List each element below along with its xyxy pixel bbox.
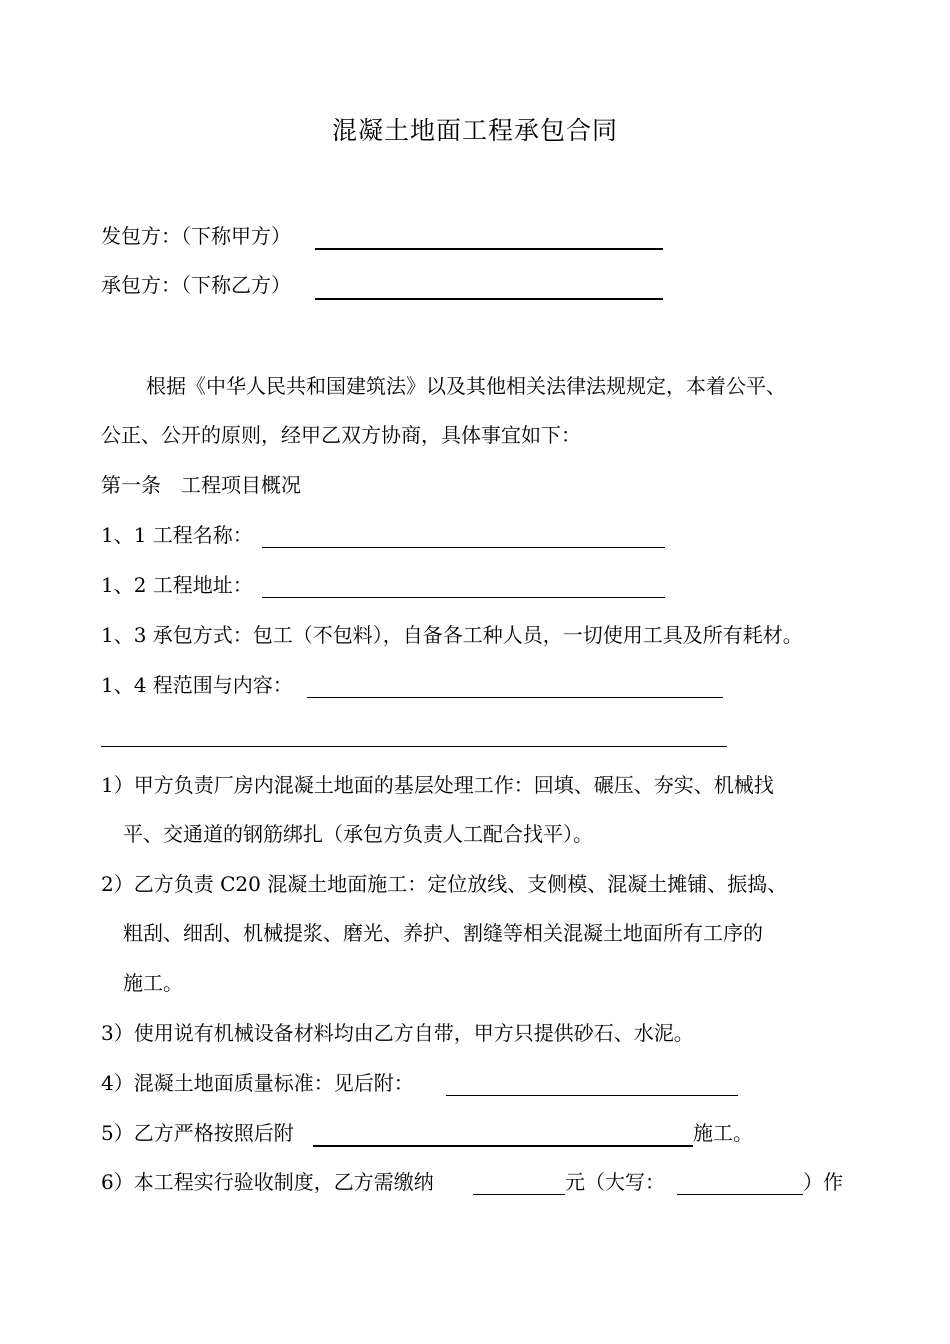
clause-4-label: 4）混凝土地面质量标准：见后附： — [101, 1071, 414, 1095]
project-name-blank-field[interactable] — [262, 547, 665, 548]
clause-2-line-1: 2）乙方负责 C20 混凝土地面施工：定位放线、支侧模、混凝土摊铺、振捣、 — [101, 872, 788, 896]
contractor-blank-field[interactable] — [315, 298, 663, 300]
clause-6-prefix: 6）本工程实行验收制度，乙方需缴纳 — [101, 1170, 434, 1194]
item-1-1-label: 1、1 工程名称： — [101, 523, 253, 547]
clause-1-line-1: 1）甲方负责厂房内混凝土地面的基层处理工作：回填、碾压、夯实、机械找 — [101, 773, 774, 797]
document-title: 混凝土地面工程承包合同 — [331, 116, 618, 145]
clause-3-text: 3）使用说有机械设备材料均由乙方自带，甲方只提供砂石、水泥。 — [101, 1021, 694, 1045]
attachment-blank-field[interactable] — [313, 1145, 693, 1147]
project-address-blank-field[interactable] — [262, 597, 665, 598]
deposit-amount-blank-field[interactable] — [473, 1194, 565, 1195]
article-1-heading: 第一条 工程项目概况 — [101, 473, 301, 497]
clause-5-prefix: 5）乙方严格按照后附 — [101, 1121, 294, 1145]
item-1-4-label: 1、4 程范围与内容： — [101, 673, 293, 697]
scope-blank-field-1[interactable] — [307, 697, 723, 698]
item-1-3-text: 1、3 承包方式：包工（不包料），自备各工种人员，一切使用工具及所有耗材。 — [101, 623, 803, 647]
employer-blank-field[interactable] — [315, 248, 663, 250]
quality-standard-blank-field[interactable] — [446, 1095, 738, 1096]
clause-6-middle: 元（大写： — [565, 1170, 665, 1194]
clause-5-suffix: 施工。 — [693, 1121, 753, 1145]
intro-line-1: 根据《中华人民共和国建筑法》以及其他相关法律法规规定，本着公平、 — [146, 374, 786, 398]
clause-6-suffix: ）作 — [803, 1170, 843, 1194]
clause-2-line-2: 粗刮、细刮、机械提浆、磨光、养护、割缝等相关混凝土地面所有工序的 — [123, 921, 763, 945]
employer-label: 发包方：（下称甲方） — [101, 224, 291, 248]
scope-blank-field-2[interactable] — [101, 746, 727, 747]
intro-line-2: 公正、公开的原则，经甲乙双方协商，具体事宜如下： — [101, 423, 581, 447]
clause-2-line-3: 施工。 — [123, 971, 183, 995]
contractor-label: 承包方：（下称乙方） — [101, 273, 291, 297]
clause-1-line-2: 平、交通道的钢筋绑扎（承包方负责人工配合找平）。 — [123, 822, 593, 846]
deposit-uppercase-blank-field[interactable] — [677, 1194, 803, 1195]
item-1-2-label: 1、2 工程地址： — [101, 573, 253, 597]
